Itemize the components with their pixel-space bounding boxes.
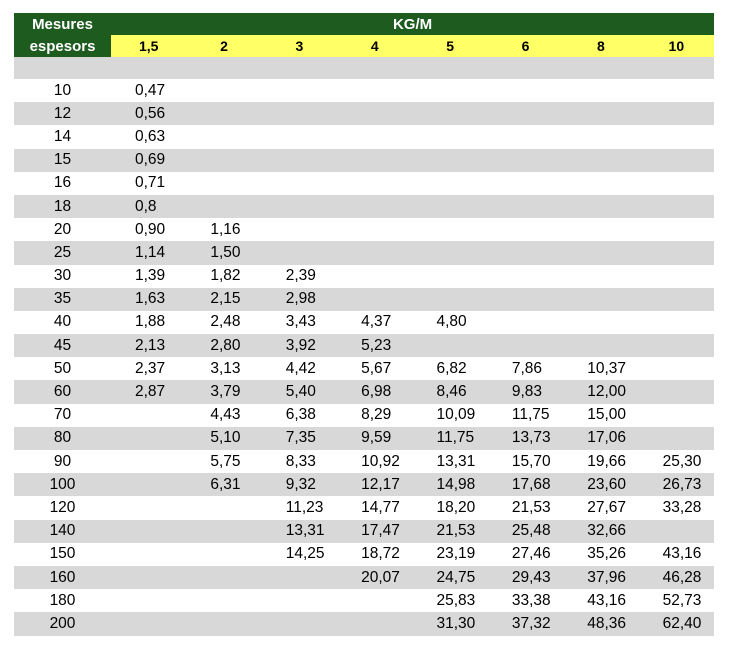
row-value — [337, 125, 412, 148]
row-value: 24,75 — [413, 566, 488, 589]
header-col-2: 2 — [186, 35, 261, 57]
row-value: 25,30 — [662, 452, 702, 470]
row-value — [563, 218, 638, 241]
table-row — [14, 288, 714, 311]
row-measure: 100 — [14, 473, 111, 496]
table-row — [14, 149, 714, 172]
row-value: 4,80 — [436, 313, 467, 331]
row-value — [337, 102, 412, 125]
row-value — [563, 334, 638, 357]
row-value: 1,88 — [135, 313, 166, 331]
row-value — [488, 241, 563, 264]
row-value: 14,25 — [285, 545, 325, 563]
row-value — [488, 311, 563, 334]
row-value — [262, 195, 337, 218]
row-value: 18,72 — [361, 545, 400, 563]
header-kg-per-m: KG/M — [111, 13, 714, 35]
row-value: 48,36 — [563, 612, 638, 635]
row-value — [262, 589, 337, 612]
row-value — [488, 102, 563, 125]
row-measure: 18 — [14, 195, 111, 218]
row-value: 25,48 — [488, 520, 563, 543]
row-value: 18,20 — [436, 498, 476, 516]
row-value — [262, 79, 337, 102]
row-value: 14,98 — [413, 473, 488, 496]
row-value — [639, 241, 714, 264]
row-value — [563, 172, 638, 195]
row-measure: 40 — [53, 313, 72, 331]
row-value — [639, 265, 714, 288]
row-value — [337, 265, 412, 288]
row-value — [111, 612, 186, 635]
table-row — [14, 195, 714, 218]
row-value: 21,53 — [511, 498, 551, 516]
row-value — [337, 218, 412, 241]
table-row — [14, 543, 714, 566]
row-value: 17,06 — [563, 427, 638, 450]
row-value: 5,23 — [337, 334, 412, 357]
table-row — [14, 311, 714, 334]
row-value — [111, 543, 186, 566]
row-measure: 12 — [14, 102, 111, 125]
row-value — [563, 195, 638, 218]
row-value: 11,23 — [285, 498, 324, 516]
row-value — [262, 566, 337, 589]
row-value: 3,43 — [285, 313, 316, 331]
row-value: 6,31 — [186, 473, 261, 496]
row-value — [186, 496, 261, 519]
header-col-3: 3 — [262, 35, 337, 57]
row-value: 23,19 — [436, 545, 476, 563]
row-value — [639, 218, 714, 241]
row-value — [186, 195, 261, 218]
row-value: 6,98 — [337, 380, 412, 403]
table-row — [14, 172, 714, 195]
row-value — [186, 102, 261, 125]
row-value: 2,48 — [210, 313, 241, 331]
row-value — [337, 149, 412, 172]
row-value — [413, 334, 488, 357]
row-value — [262, 102, 337, 125]
row-value: 14,77 — [361, 498, 400, 516]
row-value — [488, 218, 563, 241]
table-row — [14, 404, 714, 427]
row-value — [563, 102, 638, 125]
row-value — [413, 102, 488, 125]
row-measure: 10 — [53, 81, 72, 99]
table-row — [14, 450, 714, 473]
row-measure: 50 — [53, 359, 72, 377]
row-value — [639, 520, 714, 543]
row-value — [639, 427, 714, 450]
row-value — [111, 473, 186, 496]
row-value: 5,40 — [262, 380, 337, 403]
row-value — [488, 149, 563, 172]
row-value: 52,73 — [662, 591, 702, 609]
row-measure: 20 — [53, 220, 72, 238]
row-value: 62,40 — [639, 612, 714, 635]
row-value: 13,31 — [436, 452, 476, 470]
row-value: 4,37 — [361, 313, 392, 331]
row-value — [186, 149, 261, 172]
row-value — [262, 612, 337, 635]
row-value — [186, 566, 261, 589]
row-measure: 80 — [14, 427, 111, 450]
row-value — [639, 172, 714, 195]
row-value: 0,71 — [135, 174, 166, 192]
row-value: 10,92 — [361, 452, 400, 470]
table-row — [14, 265, 714, 288]
row-value — [413, 172, 488, 195]
row-value — [563, 241, 638, 264]
row-value: 26,73 — [639, 473, 714, 496]
row-value: 1,16 — [210, 220, 241, 238]
row-value: 43,16 — [662, 545, 702, 563]
row-value — [413, 241, 488, 264]
row-value: 12,17 — [337, 473, 412, 496]
row-measure: 45 — [14, 334, 111, 357]
row-value — [563, 288, 638, 311]
row-value: 0,47 — [135, 81, 166, 99]
row-value: 0,63 — [135, 127, 166, 145]
row-value — [563, 311, 638, 334]
row-value — [186, 125, 261, 148]
row-value — [639, 195, 714, 218]
row-value — [413, 218, 488, 241]
row-value: 1,63 — [111, 288, 186, 311]
row-value: 17,68 — [488, 473, 563, 496]
row-value — [111, 589, 186, 612]
row-value: 12,00 — [563, 380, 638, 403]
row-value: 17,47 — [337, 520, 412, 543]
row-value — [639, 102, 714, 125]
row-value — [337, 79, 412, 102]
row-value: 9,32 — [262, 473, 337, 496]
row-value — [186, 172, 261, 195]
table-row — [14, 566, 714, 589]
row-value: 15,00 — [587, 406, 627, 424]
row-value: 20,07 — [337, 566, 412, 589]
row-value: 2,37 — [135, 359, 166, 377]
table-row — [14, 218, 714, 241]
row-value: 3,92 — [262, 334, 337, 357]
row-measure: 25 — [14, 241, 111, 264]
row-value — [186, 520, 261, 543]
row-value: 9,59 — [337, 427, 412, 450]
row-value: 8,33 — [285, 452, 316, 470]
row-value — [639, 125, 714, 148]
header-col-1: 1,5 — [111, 35, 186, 57]
row-measure: 90 — [53, 452, 72, 470]
row-value — [186, 543, 261, 566]
row-value: 10,09 — [436, 406, 476, 424]
row-value — [563, 265, 638, 288]
row-value: 43,16 — [587, 591, 627, 609]
row-value: 37,96 — [563, 566, 638, 589]
row-value: 1,14 — [111, 241, 186, 264]
row-value: 0,56 — [111, 102, 186, 125]
row-value — [413, 265, 488, 288]
row-value — [111, 520, 186, 543]
table-header — [14, 13, 714, 57]
row-value: 15,70 — [511, 452, 551, 470]
row-value — [337, 241, 412, 264]
table-row — [14, 102, 714, 125]
row-value: 3,13 — [210, 359, 241, 377]
table-row — [14, 612, 714, 635]
row-value — [639, 288, 714, 311]
row-value — [413, 125, 488, 148]
row-value: 11,75 — [511, 406, 550, 424]
row-value — [488, 79, 563, 102]
row-value: 27,46 — [511, 545, 551, 563]
row-measure: 120 — [49, 498, 76, 516]
row-measure: 14 — [53, 127, 72, 145]
row-value: 7,86 — [511, 359, 543, 377]
row-value — [563, 125, 638, 148]
row-measure: 150 — [49, 545, 76, 563]
row-value — [413, 288, 488, 311]
row-value: 11,75 — [413, 427, 488, 450]
row-value: 23,60 — [563, 473, 638, 496]
row-value: 5,67 — [361, 359, 392, 377]
row-value: 6,38 — [285, 406, 316, 424]
header-col-7: 8 — [563, 35, 638, 57]
row-value — [413, 195, 488, 218]
row-value — [111, 404, 186, 427]
row-measure: 140 — [14, 520, 111, 543]
row-value — [111, 450, 186, 473]
row-value — [262, 241, 337, 264]
row-value: 10,37 — [587, 359, 627, 377]
row-value: 35,26 — [587, 545, 627, 563]
row-measure: 35 — [14, 288, 111, 311]
row-value: 5,75 — [210, 452, 241, 470]
table-row — [14, 380, 714, 403]
row-value — [262, 218, 337, 241]
row-value — [639, 404, 714, 427]
table-row — [14, 125, 714, 148]
row-value: 1,50 — [186, 241, 261, 264]
table-body — [14, 57, 714, 636]
table-row — [14, 520, 714, 543]
row-value — [488, 265, 563, 288]
row-value — [262, 125, 337, 148]
row-value: 33,28 — [662, 498, 702, 516]
row-value: 2,13 — [111, 334, 186, 357]
table-row — [14, 79, 714, 102]
row-value — [262, 172, 337, 195]
row-value — [488, 172, 563, 195]
row-value — [639, 334, 714, 357]
table-row — [14, 589, 714, 612]
row-measure: 200 — [14, 612, 111, 635]
header-espesors: espesors — [14, 35, 111, 57]
row-value: 37,32 — [488, 612, 563, 635]
table-row — [14, 427, 714, 450]
row-value: 2,15 — [186, 288, 261, 311]
row-value — [639, 357, 714, 380]
row-value: 4,43 — [210, 406, 241, 424]
row-value — [639, 79, 714, 102]
row-value: 2,80 — [186, 334, 261, 357]
row-value: 7,35 — [262, 427, 337, 450]
row-value: 2,98 — [262, 288, 337, 311]
spacer-row — [14, 57, 714, 79]
row-value — [337, 195, 412, 218]
row-value: 2,39 — [285, 267, 316, 285]
row-value: 19,66 — [587, 452, 627, 470]
table-row — [14, 496, 714, 519]
row-value: 0,90 — [135, 220, 166, 238]
row-value: 8,46 — [413, 380, 488, 403]
row-measure: 30 — [53, 267, 72, 285]
row-value: 29,43 — [488, 566, 563, 589]
row-value — [337, 612, 412, 635]
header-col-4: 4 — [337, 35, 412, 57]
row-value — [337, 589, 412, 612]
row-value — [111, 427, 186, 450]
row-value — [111, 566, 186, 589]
table-row — [14, 473, 714, 496]
row-value: 13,31 — [262, 520, 337, 543]
row-value — [488, 288, 563, 311]
row-measure: 15 — [14, 149, 111, 172]
row-measure: 16 — [53, 174, 72, 192]
row-value: 32,66 — [563, 520, 638, 543]
row-value — [639, 380, 714, 403]
row-value — [111, 496, 186, 519]
row-measure: 70 — [53, 406, 72, 424]
row-value — [413, 79, 488, 102]
weight-table — [14, 13, 714, 636]
row-value: 1,82 — [210, 267, 241, 285]
row-value: 25,83 — [436, 591, 476, 609]
row-value: 2,87 — [111, 380, 186, 403]
row-value: 3,79 — [186, 380, 261, 403]
row-value — [639, 149, 714, 172]
row-value — [488, 334, 563, 357]
row-measure: 60 — [14, 380, 111, 403]
row-value — [563, 79, 638, 102]
row-measure: 160 — [14, 566, 111, 589]
row-measure: 180 — [49, 591, 76, 609]
row-value: 5,10 — [186, 427, 261, 450]
row-value: 27,67 — [587, 498, 627, 516]
row-value: 33,38 — [511, 591, 551, 609]
row-value — [413, 149, 488, 172]
row-value — [337, 288, 412, 311]
row-value: 46,28 — [639, 566, 714, 589]
table-row — [14, 334, 714, 357]
row-value: 0,69 — [111, 149, 186, 172]
row-value: 1,39 — [135, 267, 166, 285]
header-col-8: 10 — [639, 35, 714, 57]
row-value — [186, 79, 261, 102]
header-mesures: Mesures — [14, 13, 111, 35]
row-value — [186, 589, 261, 612]
row-value: 13,73 — [488, 427, 563, 450]
row-value: 6,82 — [436, 359, 467, 377]
row-value: 21,53 — [413, 520, 488, 543]
row-value — [563, 149, 638, 172]
row-value — [337, 172, 412, 195]
row-value: 9,83 — [488, 380, 563, 403]
table-row — [14, 241, 714, 264]
row-value — [262, 149, 337, 172]
row-value: 4,42 — [285, 359, 316, 377]
header-col-5: 5 — [413, 35, 488, 57]
row-value — [639, 311, 714, 334]
row-value: 0,8 — [111, 195, 186, 218]
row-value: 31,30 — [413, 612, 488, 635]
row-value — [488, 125, 563, 148]
row-value — [186, 612, 261, 635]
row-value: 8,29 — [361, 406, 392, 424]
header-col-6: 6 — [488, 35, 563, 57]
row-value — [488, 195, 563, 218]
table-row — [14, 357, 714, 380]
